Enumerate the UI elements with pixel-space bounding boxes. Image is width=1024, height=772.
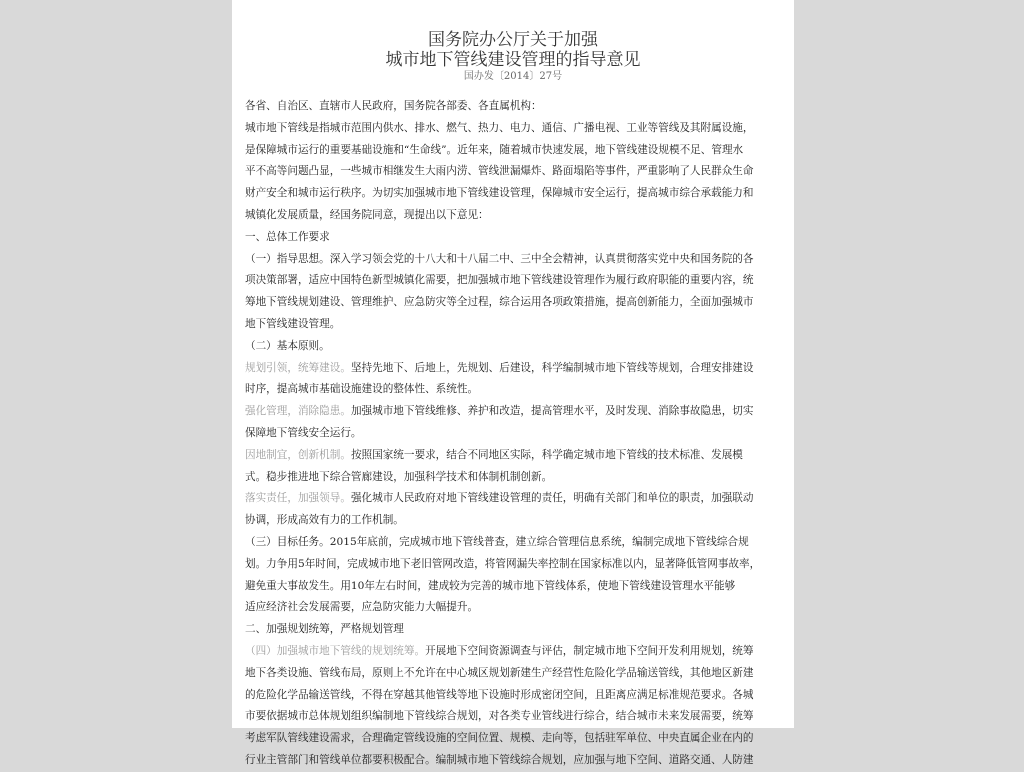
text-line [245,183,785,205]
text-line [245,249,785,271]
document-page [232,0,794,766]
highlighted-heading: 落实责任，加强领导。 [245,492,351,505]
line-text: 避免重大事故发生。用10年左右时间，建成较为完善的城市地下管线体系，使地下管线建设管理水平能够 [245,579,736,592]
line-text: 指导思想。深入学习领会党的十八大和十八届二中、三中全会精神，认真贯彻落实党中央和国务院的各 [276,252,754,265]
line-text: 基本原则。 [276,339,330,352]
text-line [245,118,785,140]
line-text: 协调，形成高效有力的工作机制。 [245,514,404,527]
text-line [245,597,785,619]
line-text: 的危险化学品输送管线，不得在穿越其他管线等地下设施时形成密闭空间，且距离应满足标准规范要求。各城 [245,688,754,701]
text-line [245,576,785,598]
line-text: 考虑军队管线建设需求，合理确定管线设施的空间位置、规模、走向等，包括驻军单位、中央直属企业在内的 [245,732,754,745]
line-text: 式。稳步推进地下综合管廊建设，加强科学技术和体制机制创新。 [245,470,553,483]
line-text: 开展地下空间资源调查与评估，制定城市地下空间开发利用规划，统筹 [425,644,754,657]
line-text: 城市地下管线是指城市范围内供水、排水、燃气、热力、电力、通信、广播电视、工业等管线及其附属设施， [245,121,754,134]
text-line [245,358,785,380]
text-line [245,161,785,183]
line-text: 坚持先地下、后地上，先规划、后建设，科学编制城市地下管线等规划，合理安排建设 [350,361,754,374]
document-body [245,96,785,772]
text-line [245,379,785,401]
line-prefix: （一） [245,252,277,265]
text-line [245,467,785,489]
line-text: 适应经济社会发展需要，应急防灾能力大幅提升。 [245,601,479,614]
text-line [245,96,785,118]
text-line [245,685,785,707]
text-line [245,619,785,641]
line-text: 财产安全和城市运行秩序。为切实加强城市地下管线建设管理，保障城市安全运行，提高城市综合承载能力和 [245,187,754,200]
text-line [245,314,785,336]
line-prefix: （三） [245,535,277,548]
line-text: 城镇化发展质量，经国务院同意，现提出以下意见： [245,208,489,221]
document-number: 国办发〔2014〕27号 [463,71,563,82]
document-title-line-2: 城市地下管线建设管理的指导意见 [385,50,641,70]
text-line [245,728,785,750]
line-text: 按照国家统一要求，结合不同地区实际，科学确定城市地下管线的技术标准、发展模 [350,448,743,461]
highlighted-heading: （四）加强城市地下管线的规划统筹。 [245,644,426,657]
highlighted-heading: 因地制宜，创新机制。 [245,448,351,461]
text-line [245,445,785,467]
text-line [245,292,785,314]
line-text: 是保障城市运行的重要基础设施和“生命线”。近年来，随着城市快速发展，地下管线建设规模不足、管理水 [245,143,744,156]
text-line [245,641,785,663]
text-line [245,706,785,728]
text-line [245,532,785,554]
line-text: 加强城市地下管线维修、养护和改造，提高管理水平，及时发现、消除事故隐患，切实 [350,405,754,418]
text-line [245,336,785,358]
highlighted-heading: 规划引领，统筹建设。 [245,361,351,374]
line-text: 保障地下管线安全运行。 [245,426,362,439]
text-line [245,750,785,772]
line-text: 地下各类设施、管线布局，原则上不允许在中心城区规划新建生产经营性危险化学品输送管线，其他地区新建 [245,666,754,679]
line-text: 划。力争用5年时间，完成城市地下老旧管网改造，将管网漏失率控制在国家标准以内，显著降低管网事故率， [245,557,761,570]
text-line [245,554,785,576]
highlighted-heading: 强化管理，消除隐患。 [245,405,351,418]
text-line [245,270,785,292]
line-text: 平不高等问题凸显，一些城市相继发生大雨内涝、管线泄漏爆炸、路面塌陷等事件，严重影响了人民群众生命 [245,165,754,178]
line-text: 各省、自治区、直辖市人民政府，国务院各部委、各直属机构： [245,100,542,112]
line-text: 强化城市人民政府对地下管线建设管理的责任，明确有关部门和单位的职责，加强联动 [350,492,754,505]
text-line [245,227,785,249]
line-text: 时序，提高城市基础设施建设的整体性、系统性。 [245,383,479,396]
line-text: 市要依据城市总体规划组织编制地下管线综合规划，对各类专业管线进行综合，结合城市未来发展需要，统筹 [245,710,754,723]
text-line [245,140,785,162]
text-line [245,205,785,227]
text-line [245,663,785,685]
text-line [245,510,785,532]
line-text: 二、加强规划统筹，严格规划管理 [245,623,404,636]
line-text: 地下管线建设管理。 [245,317,341,330]
text-line [245,401,785,423]
text-line [245,488,785,510]
line-text: 行业主管部门和管线单位都要积极配合。编制城市地下管线综合规划，应加强与地下空间、道路交通、人防建 [245,753,754,766]
line-prefix: （二） [245,339,277,352]
line-text: 筹地下管线规划建设、管理维护、应急防灾等全过程，综合运用各项政策措施，提高创新能力，全面加强城市 [245,296,754,309]
line-text: 一、总体工作要求 [245,230,330,243]
line-text: 项决策部署，适应中国特色新型城镇化需要，把加强城市地下管线建设管理作为履行政府职能的重要内容，统 [245,274,754,287]
line-text: 目标任务。2015年底前，完成城市地下管线普查，建立综合管理信息系统，编制完成地下管线综合规 [276,535,749,548]
document-title-line-1: 国务院办公厅关于加强 [428,30,598,50]
text-line [245,423,785,445]
